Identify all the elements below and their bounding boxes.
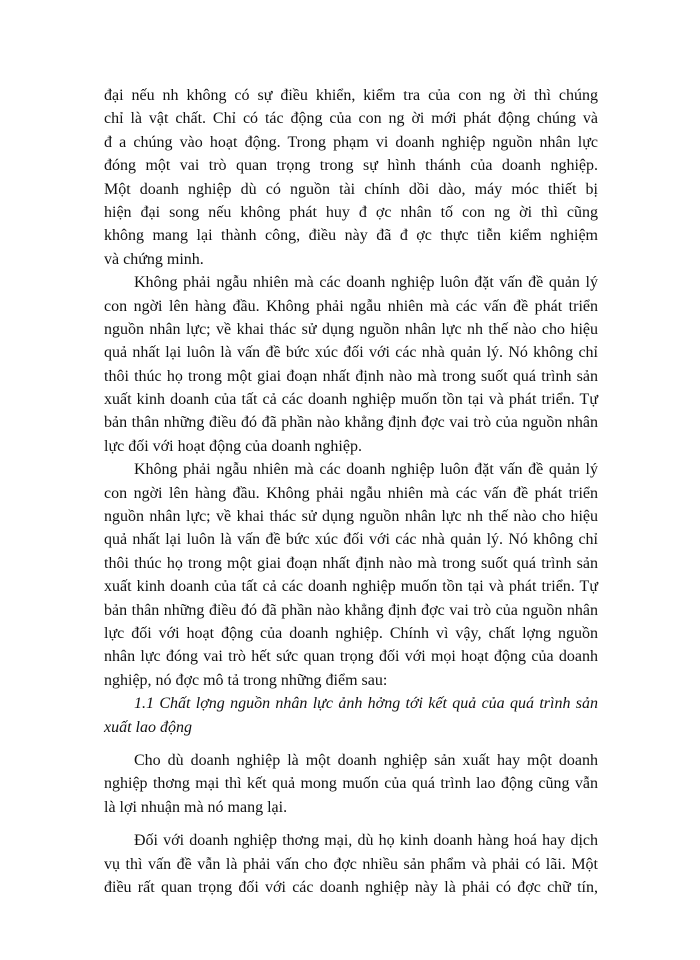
text-line: quả nhất lại luôn là vấn đề bức xúc đối với các nhà quản lý. Nó không chỉ xyxy=(104,344,598,362)
text-line: bản thân những điều đó đã phần nào khẳng định đợc vai trò của nguồn nhân xyxy=(104,414,598,432)
text-line: Không phải ngẫu nhiên mà các doanh nghiệp luôn đặt vấn đề quản lý xyxy=(134,274,598,292)
text-line: điều rất quan trọng đối với các doanh nghiệp này là phải có đợc chữ tín, xyxy=(104,878,598,896)
text-line: xuất kinh doanh của tất cả các doanh nghiệp muốn tồn tại và phát triển. Tự xyxy=(104,578,598,596)
text-line: quả nhất lại luôn là vấn đề bức xúc đối với các nhà quản lý. Nó không chỉ xyxy=(104,531,598,549)
text-line: nghiệp thơng mại thì kết quả mong muốn của quá trình lao động cũng vẫn xyxy=(104,775,598,793)
text-line: Một doanh nghiệp dù có nguồn tài chính dồi dào, máy móc thiết bị xyxy=(104,180,598,198)
text-line: thôi thúc họ trong một giai đoạn nhất định nào mà trong suốt quá trình sản xyxy=(104,367,598,385)
text-line: Không phải ngẫu nhiên mà các doanh nghiệp luôn đặt vấn đề quản lý xyxy=(134,461,598,479)
paragraph-2 xyxy=(104,271,598,458)
paragraph-5 xyxy=(104,829,598,899)
text-line: chỉ là vật chất. Chỉ có tác động của con ng ời mới phát động chúng và xyxy=(104,110,598,128)
text-line: đại nếu nh không có sự điều khiển, kiểm tra của con ng ời thì chúng xyxy=(104,87,598,104)
heading-line: 1.1 Chất lợng nguồn nhân lực ảnh hởng tới kết quả của quá trình sản xyxy=(134,695,598,713)
text-line: nghiệp, nó đợc mô tả trong những điểm sau: xyxy=(104,671,388,689)
text-line: vụ thì vấn đề vẫn là phải vấn cho đợc nhiều sản phẩm và phải có lãi. Một xyxy=(104,855,598,873)
text-line: hiện đại song nếu không phát huy đ ợc nhân tố con ng ời thì cũng xyxy=(104,203,598,221)
text-line: Cho dù doanh nghiệp là một doanh nghiệp sản xuất hay một doanh xyxy=(134,751,598,769)
text-line: bản thân những điều đó đã phần nào khẳng định đợc vai trò của nguồn nhân xyxy=(104,601,598,619)
heading-line: xuất lao động xyxy=(104,718,192,736)
text-line: nguồn nhân lực; về khai thác sử dụng nguồn nhân lực nh thế nào cho hiệu xyxy=(104,320,598,338)
text-line: nguồn nhân lực; về khai thác sử dụng nguồn nhân lực nh thế nào cho hiệu xyxy=(104,508,598,526)
paragraph-1 xyxy=(104,84,598,271)
text-line: đ a chúng vào hoạt động. Trong phạm vi doanh nghiệp nguồn nhân lực xyxy=(104,133,598,151)
document-page xyxy=(104,84,598,899)
text-line: thôi thúc họ trong một giai đoạn nhất định nào mà trong suốt quá trình sản xyxy=(104,554,598,572)
paragraph-4 xyxy=(104,749,598,819)
text-line: và chứng minh. xyxy=(104,250,204,268)
text-line: không mang lại thành công, điều này đã đ ợc thực tiễn kiểm nghiệm xyxy=(104,227,598,245)
section-heading xyxy=(104,692,598,739)
text-line: là lợi nhuận mà nó mang lại. xyxy=(104,798,288,816)
text-line: đóng một vai trò quan trọng trong sự hình thánh của doanh nghiệp. xyxy=(104,157,598,175)
text-line: con ngời lên hàng đầu. Không phải ngẫu nhiên mà các vấn đề phát triển xyxy=(104,297,598,315)
text-line: Đối với doanh nghiệp thơng mại, dù họ kinh doanh hàng hoá hay dịch xyxy=(134,832,598,850)
text-line: lực đối với hoạt động của doanh nghiệp. xyxy=(104,437,362,455)
text-line: con ngời lên hàng đầu. Không phải ngẫu nhiên mà các vấn đề phát triển xyxy=(104,484,598,502)
text-line: lực đối với hoạt động của doanh nghiệp. Chính vì vậy, chất lợng nguồn xyxy=(104,624,598,642)
text-line: nhân lực đóng vai trò hết sức quan trọng đối với mọi hoạt động của doanh xyxy=(104,648,598,666)
paragraph-3 xyxy=(104,458,598,692)
text-line: xuất kinh doanh của tất cả các doanh nghiệp muốn tồn tại và phát triển. Tự xyxy=(104,391,598,409)
